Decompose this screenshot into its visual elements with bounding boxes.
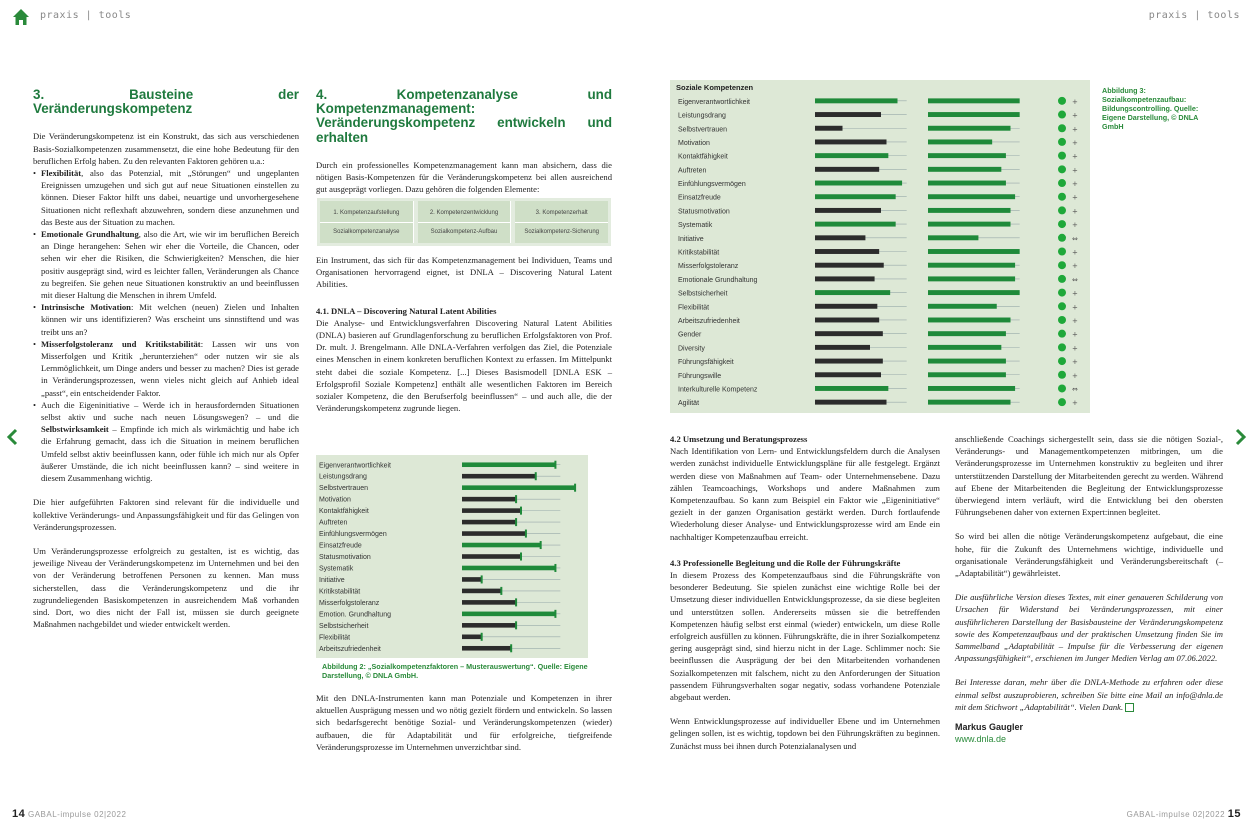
chart-1-category-label: Initiative [319, 576, 345, 584]
chart-2-trend-marker: + [1072, 371, 1078, 380]
chart-2-trend-marker: + [1072, 193, 1078, 202]
paragraph-note: Die ausführliche Version dieses Textes, mit einer genaueren Schilderung von Ursachen für Widerstand bei Veränderungsprozessen, mit einer ausführlicheren Darstellung der Basisbausteine der Veränderungskompetenz sowie des Kompetenzaufbaus und der praktischen Umsetzung finden Sie im Sammelband „Adaptabilität – Impulse für die Verbesserung der eigenen Anpassungsfähigkeit“, erschienen im Junger Medien Verlag am 07.06.2022. [955, 592, 1223, 664]
chart-1-bar-cap [525, 530, 527, 538]
list-item-head: Emotionale Grundhaltung [41, 229, 139, 240]
chart-2-trend-marker: + [1072, 207, 1078, 216]
page-number-right: 15 [1227, 808, 1241, 820]
chart-2-trend-marker: + [1072, 316, 1078, 325]
chart-2-trend-marker: + [1072, 330, 1078, 339]
chart-2-category-label: Statusmotivation [678, 208, 730, 216]
chart-2-title: Soziale Kompetenzen [676, 83, 754, 92]
chart-2-bar [928, 208, 1011, 213]
chart-2-bar [815, 304, 877, 309]
chart-2-bar [928, 318, 1011, 323]
list-item-text: – Empfinde ich mich als wirkmächtig und habe ich die Erfahrung gemacht, dass ich die Situation in meinem beruflichen Umfeld selbst aktiv beeinflussen kann, oder fühle ich mich nur als Opfer äußerer Umstände, die ich nicht beeinflussen kann? – sind weitere in diesem Zusammenhang wichtig. [41, 424, 299, 484]
chart-2-bar [815, 359, 883, 364]
chart-2-trend-marker: ⇔ [1072, 275, 1078, 284]
column-2 [316, 88, 612, 195]
section-4-heading: 4. Kompetenzanalyse und Kompetenzmanagement: Veränderungskompetenz entwickeln und erhalten [316, 87, 612, 145]
chart-1-bar [462, 646, 511, 651]
chart-2-category-label: Motivation [678, 139, 710, 147]
chart-2-status-dot [1058, 316, 1066, 324]
chart-1-category-label: Leistungsdrang [319, 473, 367, 481]
chart-2-status-dot [1058, 97, 1066, 105]
chart-2-category-label: Leistungsdrang [678, 112, 726, 120]
chart-2-category-label: Interkulturelle Kompetenz [678, 386, 758, 394]
chart-2-bar [815, 112, 881, 117]
chart-2-status-dot [1058, 248, 1066, 256]
chart-2-bar [815, 181, 902, 186]
header-section-left: praxis | tools [40, 10, 132, 21]
chart-2-category-label: Eigenverantwortlichkeit [678, 98, 750, 106]
chart-1-bar-cap [515, 495, 517, 503]
list-item-text: , also das Potenzial, mit „Störungen“ und ungeplanten Ereignissen umzugehen und sich gut auf neue Situationen einstellen zu können. Dieser Faktor hilft uns dabei, neuartige und unvorhergesehene Situationen nicht reflexhaft abzuwehren, sondern diese anzunehmen und das Beste aus der Situation zu machen. [41, 168, 299, 227]
prev-page-arrow-icon[interactable] [6, 428, 20, 446]
chart-2-bar [928, 126, 1011, 131]
chart-1-category-label: Motivation [319, 496, 351, 504]
subheading-4-3: 4.3 Professionelle Begleitung und die Rolle der Führungskräfte [670, 557, 901, 568]
section-4-intro: Durch ein professionelles Kompetenzmanagement kann man absichern, dass die nötigen Basis-Kompetenzen für die Veränderungskompetenz bei allen ausreichend gut ausgeprägt vorliegen. Dazu gehören die folgenden Elemente: [316, 159, 612, 195]
table-column [320, 201, 414, 243]
chart-2-trend-marker: + [1072, 303, 1078, 312]
chart-2-status-dot [1058, 152, 1066, 160]
chart-2-bar [928, 400, 1011, 405]
chart-2-bar [928, 263, 1015, 268]
chart-2-bar [928, 359, 1006, 364]
table-cell: 1. Kompetenzaufstellung [333, 209, 400, 216]
chart-2-status-dot [1058, 289, 1066, 297]
paragraph: Mit den DNLA-Instrumenten kann man Potenziale und Kompetenzen in ihrer aktuellen Ausprägung messen und wo nötig gezielt fördern und entwickeln. So lassen sich bedarfsgerecht benötige Sozial- und Veränderungskompetenzen (wieder) aufbauen, die für Adaptabilität und für erfolgreiche, tiefgreifende Veränderungsprozesse im Unternehmen unverzichtbar sind. [316, 693, 612, 752]
chart-1-bar [462, 577, 482, 582]
author-name: Markus Gaugler [955, 722, 1024, 733]
chart-2-status-dot [1058, 330, 1066, 338]
list-item-flexibility [33, 167, 299, 228]
chart-2-category-label: Systematik [678, 222, 713, 230]
chart-2-category-label: Selbstsicherheit [678, 290, 728, 298]
chart-1-bar-cap [500, 587, 502, 595]
chart-sozialkompetenzfaktoren [316, 455, 588, 658]
chart-2-bar [928, 331, 1006, 336]
chart-2-status-dot [1058, 220, 1066, 228]
chart-1-category-label: Emotion. Grundhaltung [319, 611, 391, 619]
chart-1-bar-cap [481, 633, 483, 641]
chart-2-bar [928, 112, 1020, 117]
paragraph: Wenn Entwicklungsprozesse auf individueller Ebene und im Unternehmen gelingen sollen, ist es wichtig, topdown bei den Führungskräften zu beginnen. Zunächst muss bei ihnen durch Potenzialanalysen und [670, 716, 940, 751]
chart-1-category-label: Auftreten [319, 519, 348, 527]
chart-2-bar [928, 372, 1006, 377]
chart-1-category-label: Flexibilität [319, 634, 351, 642]
chart-1-bar-cap [574, 484, 576, 492]
chart-2-category-label: Selbstvertrauen [678, 126, 728, 134]
chart-2-trend-marker: ⇔ [1072, 234, 1078, 243]
chart-2-bar [928, 386, 1015, 391]
chart-2-bar [928, 222, 1011, 227]
paragraph-contact [955, 676, 1223, 713]
chart-2-status-dot [1058, 275, 1066, 283]
chart-1-bar-cap [535, 472, 537, 480]
chart-2-status-dot [1058, 179, 1066, 187]
chart-1-category-label: Eigenverantwortlichkeit [319, 462, 391, 470]
chart-1-bar [462, 497, 516, 502]
chart-2-trend-marker: + [1072, 180, 1078, 189]
chart-2-trend-marker: + [1072, 111, 1078, 120]
chart-1-bar-cap [481, 575, 483, 583]
chart-1-bar-cap [515, 621, 517, 629]
chart-1-bar [462, 485, 575, 490]
chart-1-bar [462, 531, 526, 536]
chart-2-bar [815, 386, 888, 391]
chart-2-category-label: Diversity [678, 345, 705, 353]
chart-2-status-dot [1058, 206, 1066, 214]
chart-1-bar-cap [554, 564, 556, 572]
list-item-text: , also die Art, wie wir im beruflichen Bereich an Dinge herangehen: Sehen wir eher die Vorteile, die Chancen, oder sehen wir eher die Risiken, die Schwierigkeiten? Menschen, die hier positiv ausgeprägt sind, wird es leichter fallen, Veränderungen als Chance zu begreifen. Sie gehen neue Situationen konstruktiv an und beeinflussen mit dieser Haltung die Menschen in ihrem Umfeld. [41, 229, 299, 301]
table-cell: 2. Kompetenzentwicklung [429, 209, 499, 216]
chart-2-trend-marker: + [1072, 221, 1078, 230]
chart-2-category-label: Misserfolgstoleranz [678, 263, 739, 271]
chart-1-bar-cap [510, 644, 512, 652]
column-2-end [316, 692, 612, 753]
chart-2-category-label: Kritikstabilität [678, 249, 720, 257]
chart-1-bar-cap [554, 461, 556, 469]
chart-2-bar [928, 194, 1015, 199]
chart-1-category-label: Selbstvertrauen [319, 485, 369, 493]
chart-2-status-dot [1058, 138, 1066, 146]
chart-2-bar [815, 139, 887, 144]
chart-2-bar [928, 304, 997, 309]
chart-1-bar [462, 554, 521, 559]
chart-2-bar [815, 153, 888, 158]
chart-2-bar [928, 153, 1006, 158]
chart-2-status-dot [1058, 124, 1066, 132]
list-item-head: Misserfolgstoleranz und Kritikstabilität [41, 338, 201, 349]
chart-2-category-label: Führungsfähigkeit [678, 359, 734, 367]
next-page-arrow-icon[interactable] [1233, 428, 1247, 446]
subheading-4-1: 4.1. DNLA – Discovering Natural Latent Abilities [316, 305, 497, 316]
chart-2-category-label: Einsatzfreude [678, 194, 721, 202]
chart-1-category-label: Kontaktfähigkeit [319, 508, 369, 516]
paragraph: anschließende Coachings sichergestellt sein, dass sie die nötigen Sozial-, Veränderungs- und Managementkompetenzen mitbringen, um die Veränderungsprozesse im Unternehmen konstruktiv zu begleiten und ihrer unterstützenden Darstellung der Mitarbeitenden gerecht zu werden. Während auf Ebene der Mitarbeitenden die Begleitung der Entwicklungsprozesse überwiegend intern verläuft, wird die Entwicklung bei den obersten Führungsebenen daher von externen Expert:innen begleitet. [955, 434, 1223, 518]
chart-2-bar [815, 126, 843, 131]
chart-2-status-dot [1058, 384, 1066, 392]
chart-2-trend-marker: + [1072, 262, 1078, 271]
chart-1-bar [462, 520, 516, 525]
table-column [418, 201, 512, 243]
chart-2-bar [815, 98, 898, 103]
chart-2-bar [815, 276, 875, 281]
chart-1-bar [462, 462, 555, 467]
chart-2-bar [928, 98, 1020, 103]
chart-2-trend-marker: + [1072, 97, 1078, 106]
chart-2-bar [815, 194, 896, 199]
column-1 [33, 88, 299, 630]
chart-1-bar [462, 600, 516, 605]
chart-2-status-dot [1058, 343, 1066, 351]
chart-2-trend-marker: + [1072, 358, 1078, 367]
chart-1-bar-cap [515, 598, 517, 606]
home-icon[interactable] [12, 8, 30, 26]
paragraph: Nach Identifikation von Lern- und Entwicklungsfeldern durch die Analysen werden zunächst individuelle Entwicklungspläne für alle festgelegt. Ergänzt werden diese von Maßnahmen auf Team- oder Unternehmensebene. Dazu zählen Teamcoachings, Workshops und andere Maßnahmen zum Kompetenzaufbau. So kann zum Beispiel ein Faktor wie „Eigeninitiative“ gezielt in der ganzen Organisation gestärkt werden. Durch fortlaufende Wiederholung dieser Analyse- und Entwicklungsprozesse wird am Ende ein nachhaltiger Kompetenzaufbau erreicht. [670, 446, 940, 542]
chart-1-bar-cap [520, 552, 522, 560]
chart-2-bar [928, 167, 1001, 172]
chart-2-bar [928, 345, 1001, 350]
chart-2-status-dot [1058, 357, 1066, 365]
chart-2-trend-marker: + [1072, 166, 1078, 175]
chart-2-category-label: Arbeitszufriedenheit [678, 317, 740, 325]
table-column [515, 201, 608, 243]
chart-2-bar [928, 276, 1015, 281]
table-cell: Sozialkompetenzanalyse [320, 222, 413, 241]
list-item-text: : Lassen wir uns von Misserfolgen und Kritik „herunterziehen“ oder nutzen wir sie als Lernmöglichkeit, um Dinge anders und besser zu machen? Dies ist gerade in Veränderungsprozessen, wenn vieles nicht gleich auf Anhieb ideal „passt“, ein entscheidender Faktor. [41, 338, 299, 398]
paragraph: In diesem Prozess des Kompetenzaufbaus sind die Führungskräfte von besonderer Bedeutung. Sie spielen zunächst eine wichtige Rolle bei der Umsetzung dieser individuellen Entwicklungsprozesse, da sie diese begleiten und unterstützen sollen. Andererseits müssen sie die betreffenden Kompetenzen häufig selbst erst einmal (wieder) entwickeln, um diese Rolle erfolgreich ausfüllen zu können. Führungskräfte, die in ihrer Sozialkompetenz gering ausgeprägt sind, sind hierzu nicht in der Lage. Schlimmer noch: Sie beeinflussen die Ausprägung der bei den Mitarbeitenden vorhandenen Sozialkompetenzen mit falschem, nicht zu den Anforderungen der Situation passendem Führungsverhalten sogar negativ, sodass vorhandene Potenziale abgebaut werden. [670, 570, 940, 703]
chart-2-trend-marker: + [1072, 138, 1078, 147]
chart-2-bar [928, 290, 1020, 295]
section-3-intro: Die Veränderungskompetenz ist ein Konstrukt, das sich aus verschiedenen Basis-Sozialkompetenzen zusammensetzt, die eine hohe Bedeutung für den beruflichen Erfolg haben. Zu den relevanten Faktoren gehören u.a.: [33, 131, 299, 166]
chart-2-bar [815, 290, 890, 295]
chart-2-category-label: Kontaktfähigkeit [678, 153, 728, 161]
chart-1-bar-cap [540, 541, 542, 549]
subheading-4-2: 4.2 Umsetzung und Beratungsprozess [670, 434, 808, 444]
column-4 [955, 433, 1223, 745]
chart-2-bar [815, 167, 879, 172]
chart-1-bar-cap [515, 518, 517, 526]
chart-2-trend-marker: + [1072, 248, 1078, 257]
chart-2-bar [815, 235, 865, 240]
chart-2-bar [928, 235, 978, 240]
chart-2-svg [670, 80, 1090, 413]
chart-2-trend-marker: + [1072, 344, 1078, 353]
paragraph: Ein Instrument, das sich für das Kompetenzmanagement bei Individuen, Teams und Organisationen hervorragend eignet, ist DNLA – Discovering Natural Latent Abilities. [316, 255, 612, 290]
chart-2-bar [815, 331, 883, 336]
chart-2-status-dot [1058, 111, 1066, 119]
figure-2-caption: Abbildung 2: „Sozialkompetenzfaktoren – Musterauswertung“. Quelle: Eigene Darstellung, © DNLA GmbH. [322, 662, 588, 680]
chart-2-category-label: Führungswille [678, 372, 722, 380]
table-cell: Sozialkompetenz-Aufbau [418, 222, 511, 241]
chart-2-category-label: Agilität [678, 400, 700, 408]
chart-2-bar [815, 372, 881, 377]
chart-2-bar [928, 181, 1006, 186]
chart-2-status-dot [1058, 165, 1066, 173]
chart-2-category-label: Flexibilität [678, 304, 710, 312]
chart-1-bar [462, 508, 521, 513]
chart-2-trend-marker: + [1072, 399, 1078, 408]
chart-2-bar [815, 208, 881, 213]
chart-1-bar [462, 589, 501, 594]
chart-2-bar [928, 249, 1020, 254]
chart-2-status-dot [1058, 302, 1066, 310]
chart-2-status-dot [1058, 234, 1066, 242]
chart-2-category-label: Auftreten [678, 167, 707, 175]
chart-1-category-label: Einsatzfreude [319, 542, 362, 550]
chart-2-category-label: Gender [678, 331, 702, 339]
chart-2-bar [815, 249, 879, 254]
list-item-tolerance [33, 338, 299, 399]
chart-2-status-dot [1058, 193, 1066, 201]
paragraph: Um Veränderungsprozesse erfolgreich zu gestalten, ist es wichtig, das jeweilige Niveau der Veränderungskompetenz im Unternehmen und bei den von der Veränderung betroffenen Personen zu kennen. Man muss sicherstellen, dass die Veränderungskompetenz und die ihr zugrundeliegenden Basiskompetenzen in ausreichendem Maß vorhanden sind. Dort, wo dies nicht der Fall ist, müssen sie durch geeignete Maßnahmen nachgebildet und wieder entwickelt werden. [33, 545, 299, 630]
list-item-text: : Mit welchen (neuen) Zielen und Inhalten können wir uns identifizieren? Was erscheint uns sinnstiftend und was treibt uns an? [41, 302, 299, 337]
column-3 [670, 433, 940, 752]
chart-1-category-label: Selbstsicherheit [319, 622, 369, 630]
list-item-emotional [33, 228, 299, 301]
chart-2-status-dot [1058, 261, 1066, 269]
chart-2-bar [815, 318, 879, 323]
list-item-head: Flexibilität [41, 168, 82, 179]
chart-1-bar [462, 623, 516, 628]
chart-2-bar [815, 222, 896, 227]
chart-2-bar [815, 400, 887, 405]
chart-1-svg [316, 455, 588, 658]
chart-soziale-kompetenzen [670, 80, 1090, 413]
page-number-left: 14 [12, 808, 26, 820]
header-section-right: praxis | tools [1148, 10, 1240, 21]
chart-1-bar [462, 635, 482, 640]
chart-2-bar [815, 345, 870, 350]
chart-2-bar [928, 139, 992, 144]
chart-2-bar [815, 263, 884, 268]
chart-1-bar [462, 474, 536, 479]
chart-2-status-dot [1058, 371, 1066, 379]
list-item-head: Selbstwirksamkeit [41, 424, 109, 435]
chart-1-category-label: Systematik [319, 565, 354, 573]
chart-2-category-label: Initiative [678, 235, 704, 243]
chart-1-bar [462, 543, 541, 548]
list-item-motivation [33, 301, 299, 338]
figure-3-caption: Abbildung 3: Sozialkompetenzaufbau: Bildungscontrolling. Quelle: Eigene Darstellung, © DNLA GmbH [1102, 86, 1199, 131]
chart-1-bar [462, 612, 555, 617]
chart-1-category-label: Einfühlungsvermögen [319, 531, 387, 539]
paragraph: Die hier aufgeführten Faktoren sind relevant für die individuelle und kollektive Veränderungs- und Anpassungsfähigkeit und für das Gelingen von Veränderungsprozessen. [33, 497, 299, 532]
chart-2-trend-marker: + [1072, 125, 1078, 134]
list-item-text: Auch die Eigeninitiative – Werde ich in herausfordernden Situationen selbst aktiv und suche nach neuen Lösungswegen? – und die [41, 399, 299, 423]
chart-2-trend-marker: ⇔ [1072, 385, 1078, 394]
chart-1-bar-cap [520, 507, 522, 515]
chart-1-category-label: Arbeitszufriedenheit [319, 645, 381, 653]
author-website-link[interactable]: www.dnla.de [955, 734, 1007, 745]
list-item-head: Intrinsische Motivation [41, 302, 131, 313]
chart-2-status-dot [1058, 398, 1066, 406]
chart-2-category-label: Einfühlungsvermögen [678, 181, 746, 189]
footer-left [12, 808, 126, 820]
list-item-initiative [33, 399, 299, 484]
table-cell: 3. Kompetenzerhalt [535, 209, 588, 216]
chart-1-bar-cap [554, 610, 556, 618]
chart-1-bar [462, 566, 555, 571]
end-mark-icon [1125, 703, 1134, 712]
column-2-cont [316, 254, 612, 414]
footer-publication-right: GABAL-impulse 02|2022 [1126, 810, 1226, 819]
contact-text: Bei Interesse daran, mehr über die DNLA-Methode zu erfahren oder diese einmal selbst auszuprobieren, schreiben Sie bitte eine Mail an info@dnla.de mit dem Stichwort „Adaptabilität“. Vielen Dank. [955, 677, 1223, 712]
footer-right [1127, 808, 1241, 820]
chart-1-category-label: Misserfolgstoleranz [319, 599, 380, 607]
chart-1-category-label: Kritikstabilität [319, 588, 361, 596]
chart-2-trend-marker: + [1072, 289, 1078, 298]
section-3-heading: 3. Bausteine der Veränderungskompetenz [33, 87, 299, 117]
paragraph: So wird bei allen die nötige Veränderungskompetenz aufgebaut, die eine hohe, für die Zukunft des Unternehmens wichtige, individuelle und organisationale Veränderungsfähigkeit und Veränderungsbereitschaft (– „Adaptabilität“) gewährleistet. [955, 531, 1223, 579]
chart-1-category-label: Statusmotivation [319, 554, 371, 562]
competence-table [317, 198, 611, 246]
chart-2-trend-marker: + [1072, 152, 1078, 161]
table-cell: Sozialkompetenz-Sicherung [515, 222, 608, 241]
chart-2-category-label: Emotionale Grundhaltung [678, 276, 758, 284]
footer-publication-left: GABAL-impulse 02|2022 [27, 810, 127, 819]
paragraph: Die Analyse- und Entwicklungsverfahren Discovering Natural Latent Abilities (DNLA) basieren auf Grundlagenforschung zu beruflichen Erfolgsfaktoren von Prof. Dr. mult. J. Brengelmann. Alle DNLA-Verfahren verfolgen das Ziel, die Potenziale eines Menschen in einem konkreten beruflichen Kontext zu erfassen. Im Mittelpunkt steht dabei die soziale Kompetenz. [...] Dieses Basismodell [DNLA ESK – Erfolgsprofil Soziale Kompetenz] enthält alle wesentlichen Faktoren im Bereich sozialer Kompetenz, die den Berufserfolg beeinflussen“ – und auch alle, die der Veränderungskompetenz zugrunde liegen. [316, 317, 612, 414]
